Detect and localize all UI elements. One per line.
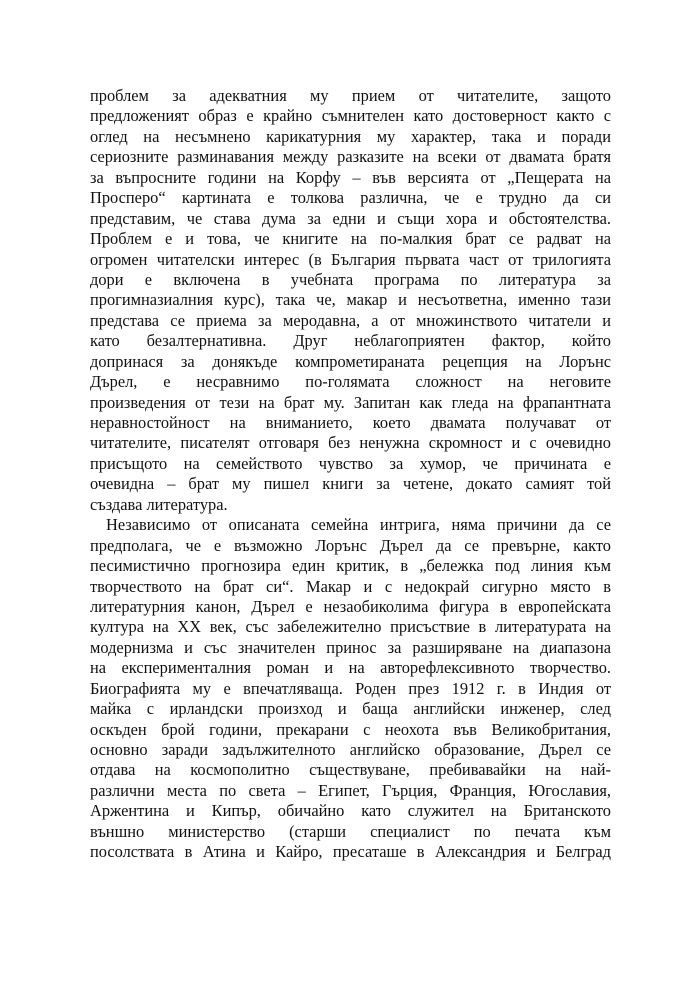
text-line: произведения от тези на брат му. Запитан как гледа на фрапантната — [90, 392, 611, 412]
text-line: представа се приема за меродавна, а от множинството читатели и — [90, 310, 611, 330]
text-line: модернизма и със значителен принос за разширяване на диапазона — [90, 637, 611, 657]
text-line: основно заради задължителното английско образование, Дърел се — [90, 740, 611, 759]
text-line: предложеният образ е крайно съмнителен като достоверност както с — [90, 106, 611, 126]
text-line: отдава на космополитно съществуване, пребивавайки на най- — [90, 760, 611, 780]
text-line: литературния канон, Дърел е незаобиколима фигура в европейската — [90, 596, 611, 616]
text-line: оглед на несъмнено карикатурния му характер, така и поради — [90, 126, 611, 146]
text-line: Проблем е и това, че книгите на по-малкия брат се радват на — [90, 229, 611, 249]
body-text — [90, 86, 611, 863]
text-line: читателите, писателят отговаря без ненужна скромност и с очевидно — [90, 433, 611, 453]
text-line: оскъден брой години, прекарани с неохота във Великобритания, — [90, 719, 611, 739]
text-line: проблем за адекватния му прием от читателите, защото — [90, 86, 611, 105]
text-line: Независимо от описаната семейна интрига, няма причини да се — [106, 515, 611, 535]
text-line: огромен читателски интерес (в България първата част от трилогията — [90, 249, 611, 269]
text-line: Биографията му е впечатляваща. Роден през 1912 г. в Индия от — [90, 678, 611, 698]
text-line: култура на XX век, със забележително присъствие в литературата на — [90, 617, 611, 637]
text-line: представим, че става дума за едни и същи хора и обстоятелства. — [90, 208, 611, 228]
text-line: за въпросните години на Корфу – във версията от „Пещерата на — [90, 167, 611, 187]
paragraph-2 — [90, 515, 611, 862]
text-line: създава литература. — [90, 494, 228, 514]
text-line: творчеството на брат си“. Макар и с недокрай сигурно място в — [90, 576, 611, 596]
text-line: Аржентина и Кипър, обичайно като служител на Британското — [90, 801, 611, 821]
text-line: на експерименталния роман и на авторефлексивното творчество. — [90, 658, 611, 678]
text-line: допринася за донякъде компрометираната рецепция на Лорънс — [90, 351, 611, 371]
text-line: сериозните разминавания между разказите на всеки от двамата братя — [90, 147, 611, 167]
text-line: песимистично прогнозира един критик, в „бележка под линия към — [90, 556, 611, 576]
text-line: неравностойност на вниманието, което двамата получават от — [90, 413, 611, 432]
text-line: очевидна – брат му пишел книги за четене, докато самият той — [90, 474, 611, 494]
text-line: различни места по света – Египет, Гърция, Франция, Югославия, — [90, 780, 611, 800]
text-line: предполага, че е възможно Лорънс Дърел да се превърне, както — [90, 535, 611, 555]
text-line: дори е включена в учебната програма по литература за — [90, 269, 611, 289]
text-line: Дърел, е несравнимо по-голямата сложност на неговите — [90, 372, 611, 392]
text-line: посолствата в Атина и Кайро, пресаташе в Александрия и Белград — [90, 842, 611, 862]
text-line: външно министерство (старши специалист по печата към — [90, 821, 611, 841]
paragraph-1 — [90, 86, 611, 515]
text-line: като безалтернативна. Друг неблагоприятен фактор, който — [90, 331, 611, 351]
text-line: прогимназиалния курс), така че, макар и несъответна, именно тази — [90, 290, 611, 310]
text-line: Просперо“ картината е толкова различна, че е трудно да си — [90, 188, 611, 208]
text-line: майка с ирландски произход и баща английски инженер, след — [90, 699, 611, 719]
text-line: присъщото на семейството чувство за хумор, че причината е — [90, 453, 611, 473]
